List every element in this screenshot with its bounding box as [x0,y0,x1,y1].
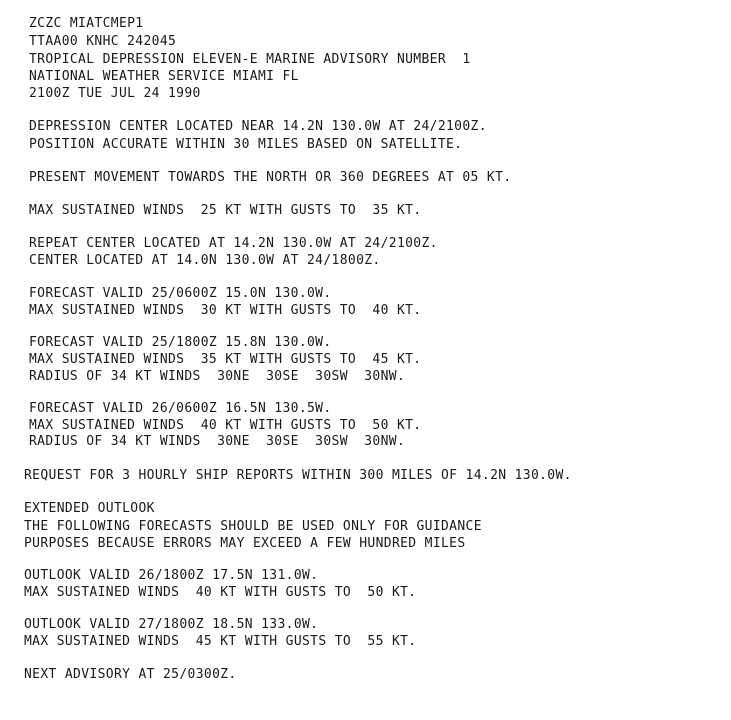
extended-outlook-note-1: THE FOLLOWING FORECASTS SHOULD BE USED ONLY FOR GUIDANCE [24,519,482,534]
prior-center-line: CENTER LOCATED AT 14.0N 130.0W AT 24/1800Z. [29,253,381,268]
center-location-line: DEPRESSION CENTER LOCATED NEAR 14.2N 130.0W AT 24/2100Z. [29,119,487,134]
repeat-center-line: REPEAT CENTER LOCATED AT 14.2N 130.0W AT 24/2100Z. [29,236,438,251]
forecast-2-radius-line: RADIUS OF 34 KT WINDS 30NE 30SE 30SW 30NW. [29,369,406,384]
outlook-1-valid-line: OUTLOOK VALID 26/1800Z 17.5N 131.0W. [24,568,319,583]
max-winds-line: MAX SUSTAINED WINDS 25 KT WITH GUSTS TO 35 KT. [29,203,422,218]
forecast-2-valid-line: FORECAST VALID 25/1800Z 15.8N 130.0W. [29,335,332,350]
forecast-1-valid-line: FORECAST VALID 25/0600Z 15.0N 130.0W. [29,286,332,301]
forecast-2-winds-line: MAX SUSTAINED WINDS 35 KT WITH GUSTS TO 45 KT. [29,352,422,367]
present-movement-line: PRESENT MOVEMENT TOWARDS THE NORTH OR 360 DEGREES AT 05 KT. [29,170,512,185]
next-advisory-line: NEXT ADVISORY AT 25/0300Z. [24,667,237,682]
header-line-1: ZCZC MIATCMEP1 [29,16,144,31]
ship-report-request-line: REQUEST FOR 3 HOURLY SHIP REPORTS WITHIN 300 MILES OF 14.2N 130.0W. [24,468,572,483]
header-line-5: 2100Z TUE JUL 24 1990 [29,86,201,101]
extended-outlook-heading: EXTENDED OUTLOOK [24,501,155,516]
outlook-2-winds-line: MAX SUSTAINED WINDS 45 KT WITH GUSTS TO 55 KT. [24,634,417,649]
outlook-2-valid-line: OUTLOOK VALID 27/1800Z 18.5N 133.0W. [24,617,319,632]
forecast-3-valid-line: FORECAST VALID 26/0600Z 16.5N 130.5W. [29,401,332,416]
header-line-4: NATIONAL WEATHER SERVICE MIAMI FL [29,69,299,84]
forecast-3-radius-line: RADIUS OF 34 KT WINDS 30NE 30SE 30SW 30NW. [29,434,406,449]
outlook-1-winds-line: MAX SUSTAINED WINDS 40 KT WITH GUSTS TO 50 KT. [24,585,417,600]
forecast-1-winds-line: MAX SUSTAINED WINDS 30 KT WITH GUSTS TO 40 KT. [29,303,422,318]
extended-outlook-note-2: PURPOSES BECAUSE ERRORS MAY EXCEED A FEW HUNDRED MILES [24,536,466,551]
forecast-3-winds-line: MAX SUSTAINED WINDS 40 KT WITH GUSTS TO 50 KT. [29,418,422,433]
header-line-2: TTAA00 KNHC 242045 [29,34,177,49]
header-line-3: TROPICAL DEPRESSION ELEVEN-E MARINE ADVISORY NUMBER 1 [29,52,471,67]
position-accuracy-line: POSITION ACCURATE WITHIN 30 MILES BASED ON SATELLITE. [29,137,463,152]
